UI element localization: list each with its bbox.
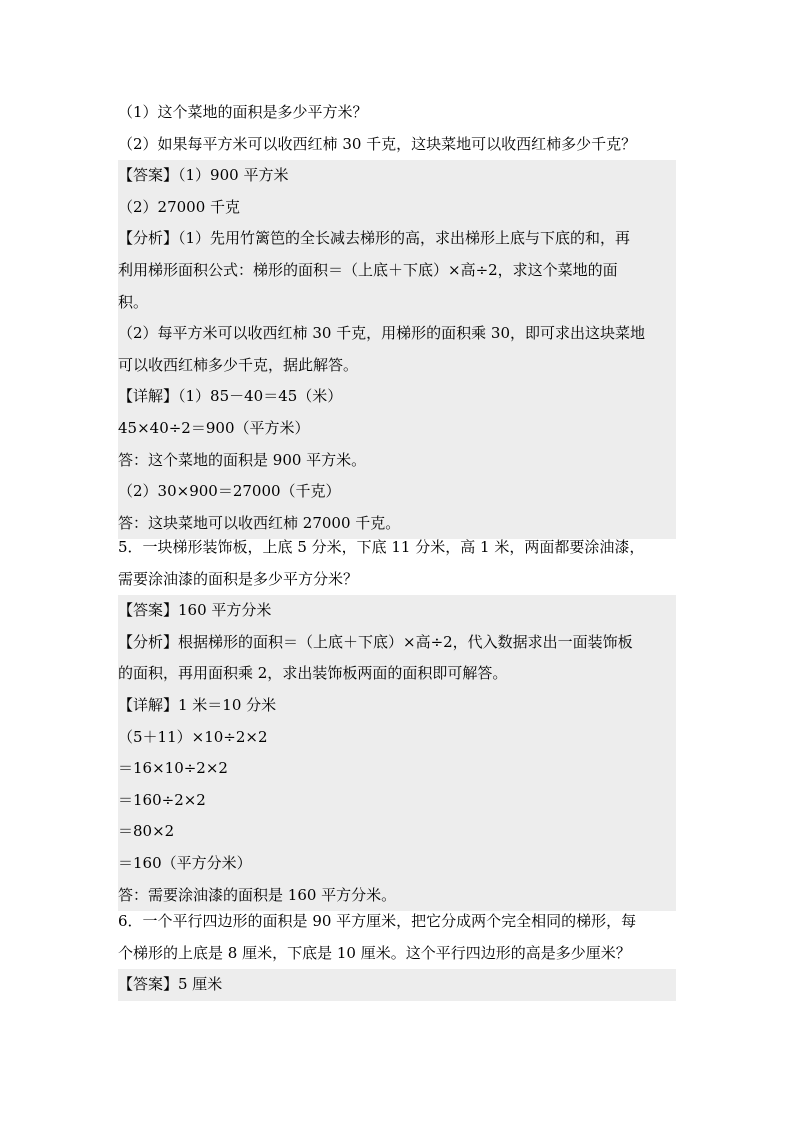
detail-5-line-7: 答：需要涂油漆的面积是 160 平方分米。 xyxy=(118,880,676,912)
detail-5-line-4: ＝160÷2×2 xyxy=(118,785,676,817)
detail-5-line-2: （5＋11）×10÷2×2 xyxy=(118,722,676,754)
detail-4-line-4: （2）30×900＝27000（千克） xyxy=(118,476,676,508)
detail-5-line-6: ＝160（平方分米） xyxy=(118,848,676,880)
answer-4-line-2: （2）27000 千克 xyxy=(118,192,676,224)
analysis-4-line-4: （2）每平方米可以收西红柿 30 千克，用梯形的面积乘 30，即可求出这块菜地 xyxy=(118,318,676,350)
detail-5-line-1: 【详解】1 米＝10 分米 xyxy=(118,690,676,722)
answer-5: 【答案】160 平方分米 xyxy=(118,595,676,627)
detail-4-line-2: 45×40÷2＝900（平方米） xyxy=(118,413,676,445)
analysis-4-line-5: 可以收西红柿多少千克，据此解答。 xyxy=(118,350,676,382)
detail-4-line-5: 答：这块菜地可以收西红柿 27000 千克。 xyxy=(118,508,676,540)
detail-4-line-1: 【详解】（1）85－40＝45（米） xyxy=(118,381,676,413)
answer-6: 【答案】5 厘米 xyxy=(118,969,676,1001)
analysis-5-line-2: 的面积，再用面积乘 2，求出装饰板两面的面积即可解答。 xyxy=(118,658,676,690)
analysis-5-line-1: 【分析】根据梯形的面积＝（上底＋下底）×高÷2，代入数据求出一面装饰板 xyxy=(118,627,676,659)
question-4-part-2: （2）如果每平方米可以收西红柿 30 千克，这块菜地可以收西红柿多少千克？ xyxy=(118,134,637,153)
detail-5-line-5: ＝80×2 xyxy=(118,816,676,848)
detail-5-line-3: ＝16×10÷2×2 xyxy=(118,753,676,785)
analysis-4-line-1: 【分析】（1）先用竹篱笆的全长减去梯形的高，求出梯形上底与下底的和，再 xyxy=(118,223,676,255)
question-4-part-1: （1）这个菜地的面积是多少平方米？ xyxy=(118,103,368,121)
question-5-line-1: 5．一块梯形装饰板，上底 5 分米，下底 11 分米，高 1 米，两面都要涂油漆， xyxy=(118,538,645,556)
analysis-4-line-3: 积。 xyxy=(118,287,676,319)
answer-4-line-1: 【答案】（1）900 平方米 xyxy=(118,160,676,192)
question-6-line-2: 个梯形的上底是 8 厘米，下底是 10 厘米。这个平行四边形的高是多少厘米？ xyxy=(118,943,631,962)
question-5-line-2: 需要涂油漆的面积是多少平方分米？ xyxy=(118,569,359,588)
question-6-line-1: 6．一个平行四边形的面积是 90 平方厘米，把它分成两个完全相同的梯形，每 xyxy=(118,912,637,930)
analysis-4-line-2: 利用梯形面积公式：梯形的面积＝（上底＋下底）×高÷2，求这个菜地的面 xyxy=(118,255,676,287)
detail-4-line-3: 答：这个菜地的面积是 900 平方米。 xyxy=(118,445,676,477)
